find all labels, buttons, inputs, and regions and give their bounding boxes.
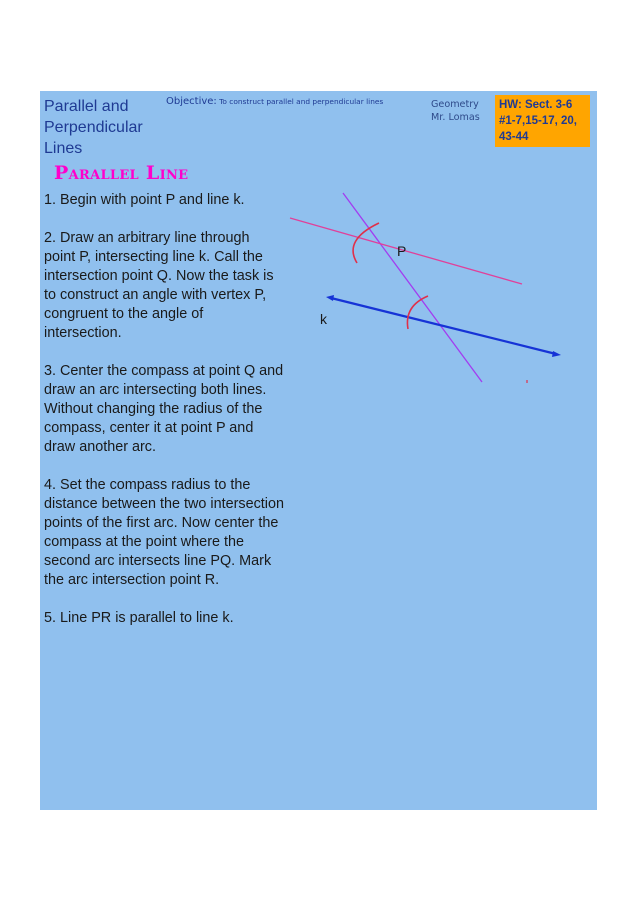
objective-text: To construct parallel and perpendicular lines (219, 97, 384, 106)
line-k-label: k (320, 311, 327, 327)
course-name: Geometry (431, 99, 479, 110)
step-5: 5. Line PR is parallel to line k. (44, 610, 234, 626)
transversal-line (343, 193, 482, 382)
step-1: 1. Begin with point P and line k. (44, 192, 245, 208)
line-k (331, 298, 556, 354)
homework-box: HW: Sect. 3-6 #1-7,15-17, 20, 43-44 (495, 95, 590, 147)
point-p-label: P (397, 243, 407, 259)
page-title: Parallel and Perpendicular Lines (44, 98, 143, 157)
arc-at-p (353, 223, 379, 263)
line-k-arrow-right (552, 351, 561, 357)
line-k-arrow-left (326, 295, 334, 301)
step-3: 3. Center the compass at point Q and draw an arc intersecting both lines. Without changing the radius of the compass, center it at point P and draw another arc. (44, 363, 284, 455)
arc-at-q (407, 296, 428, 329)
teacher-name: Mr. Lomas (431, 112, 480, 123)
section-heading: Parallel Line (54, 162, 189, 184)
step-2: 2. Draw an arbitrary line through point P, intersecting line k. Call the intersection point Q. Now the task is to construct an angle with vertex P, congruent to the angle of intersection. (44, 230, 274, 341)
step-4: 4. Set the compass radius to the distance between the two intersection points of the first arc. Now center the compass at the point where the second arc intersects line PQ. Mark the arc intersection point R. (44, 477, 284, 588)
objective-label: Objective: (166, 96, 217, 107)
